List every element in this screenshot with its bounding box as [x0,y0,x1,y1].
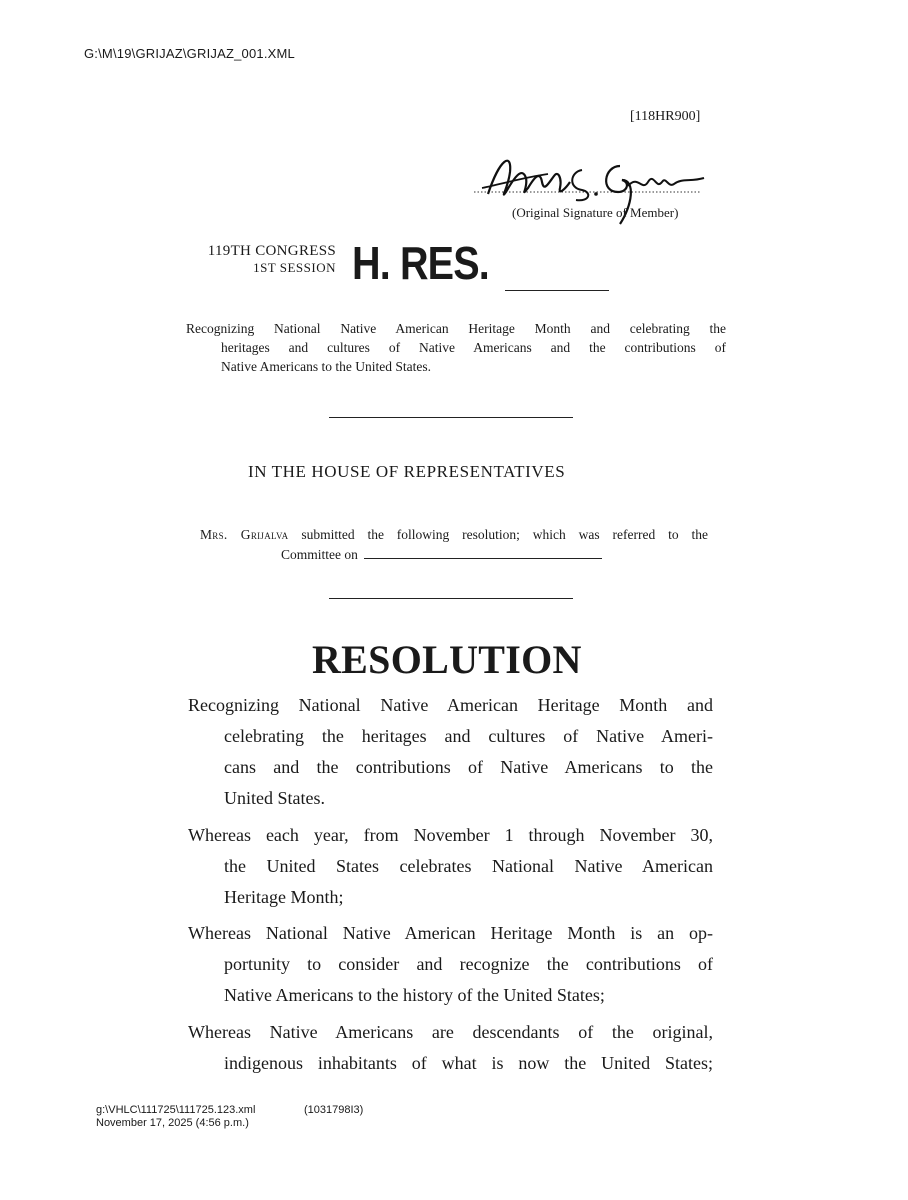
divider [329,598,573,599]
text-line: cans and the contributions of Native Americans to the [224,757,713,777]
text-line: celebrating the heritages and cultures of Native Ameri- [224,726,713,746]
signature-caption: (Original Signature of Member) [512,205,679,220]
text-line: the United States celebrates National Native American [224,856,713,876]
text-line: Whereas National Native American Heritage Month is an op- [188,923,713,943]
committee-blank [364,546,602,559]
title-line: heritages and cultures of Native Americans and the contributions of [221,340,726,355]
submission-text: submitted the following resolution; which was referred to the [288,527,708,542]
sponsor-name: Mrs. Grijalva [200,527,289,542]
congress-session [170,243,336,276]
title-summary [186,319,726,376]
text-line: Whereas Native Americans are descendants of the original, [188,1022,713,1042]
footer [96,1104,364,1130]
footer-code: (1031798I3) [304,1104,364,1116]
committee-label: Committee on [281,547,358,562]
footer-path: g:\VHLC\111725\111725.123.xml [96,1104,256,1116]
text-line: Native Americans to the history of the United States; [224,985,605,1005]
bill-number-blank [505,290,609,291]
whereas-clause [188,918,713,1011]
congress-number: 119TH CONGRESS [207,243,336,259]
text-line: indigenous inhabitants of what is now the United States; [224,1053,713,1073]
text-line: Whereas each year, from November 1 through November 30, [188,825,713,845]
title-line: Native Americans to the United States. [221,359,431,374]
submission-statement [200,525,708,565]
whereas-clause [188,820,713,913]
title-line: Recognizing National Native American Heritage Month and celebrating the [186,321,726,336]
bill-code: [118HR900] [630,109,701,124]
signature-block [470,148,730,228]
text-line: Heritage Month; [224,887,344,907]
resolution-heading: RESOLUTION [312,637,582,682]
footer-timestamp: November 17, 2025 (4:56 p.m.) [96,1117,249,1129]
house-heading: IN THE HOUSE OF REPRESENTATIVES [248,462,566,481]
file-path: G:\M\19\GRIJAZ\GRIJAZ_001.XML [84,46,295,61]
text-line: United States. [224,788,325,808]
whereas-clause [188,1017,713,1079]
text-line: Recognizing National Native American Heritage Month and [188,695,713,715]
session-number: 1ST SESSION [253,260,336,275]
text-line: portunity to consider and recognize the contributions of [224,954,713,974]
divider [329,417,573,418]
resolution-preamble [188,690,713,814]
bill-type: H. RES. [352,237,489,289]
